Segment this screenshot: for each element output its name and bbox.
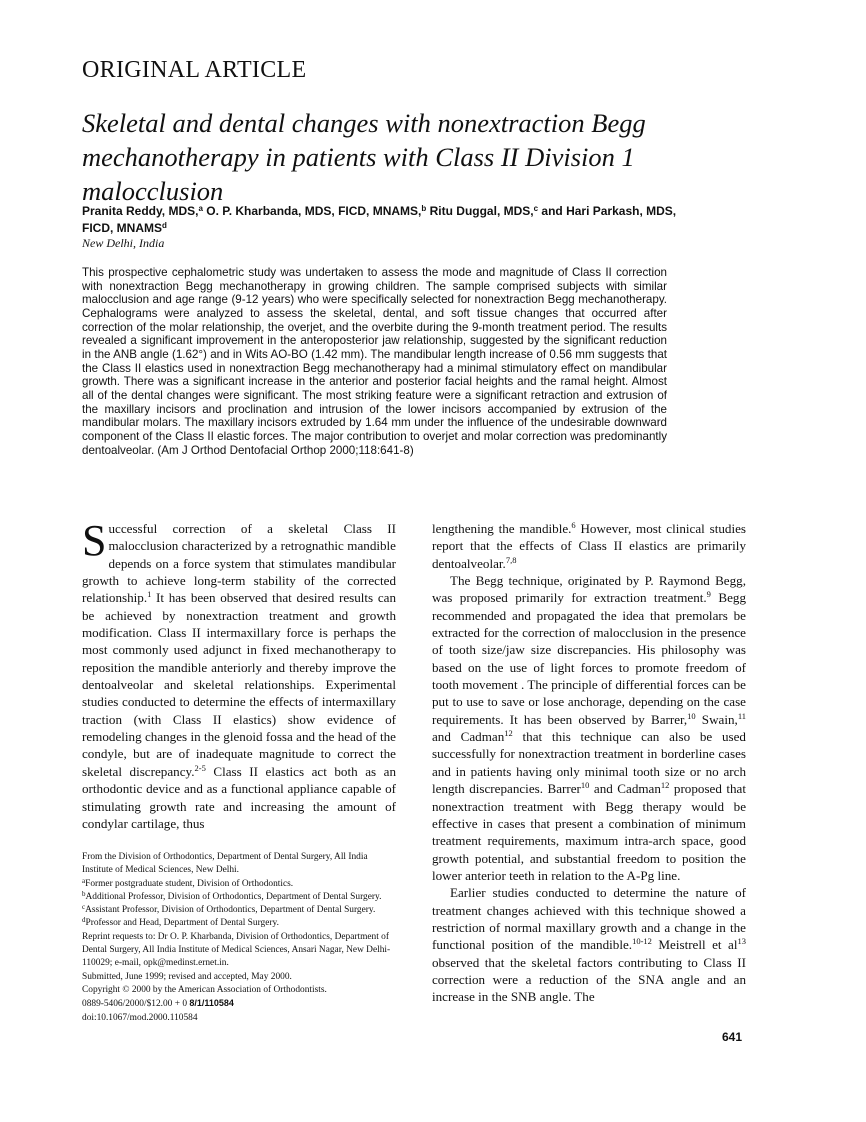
superscript-ref: c xyxy=(533,204,539,213)
superscript-ref: 12 xyxy=(504,728,513,739)
text-run: Reprint requests to: Dr O. P. Kharbanda, Division of Orthodontics, Department of Dental Surgery, All India Institute of Medical Sciences, Ansari Nagar, New Delhi-110029; e-mail, opk@medinst.ernet.in. xyxy=(82,931,391,969)
footnote-line xyxy=(82,1012,398,1025)
left-column-paragraphs xyxy=(82,516,397,832)
footnote-line xyxy=(82,931,398,971)
body-column-right xyxy=(432,520,746,1006)
superscript-ref: 9 xyxy=(706,589,711,600)
text-run: However, most clinical studies report that the effects of Class II elastics are primarily dentoalveolar. xyxy=(432,521,746,571)
text-run: Pranita Reddy, MDS, xyxy=(82,204,199,218)
text-run: Additional Professor, Division of Orthodontics, Department of Dental Surgery. xyxy=(85,891,382,902)
footnote-line xyxy=(82,997,398,1011)
text-run: Class II elastics act both as an orthodontic device and as a functional appliance capable of stimulating growth rate and increasing the amount of condylar cartilage, thus xyxy=(82,763,397,831)
text-run: proposed that nonextraction treatment with Begg therapy would be effective in cases that present a combination of minimum treatment requirements, maximum intra-arch space, good growth potential, and substantial freedom to position the lower anterior teeth in relation to the A-Pg line. xyxy=(432,781,747,883)
superscript-ref: 6 xyxy=(571,520,576,530)
text-run: Assistant Professor, Division of Orthodontics, Department of Dental Surgery. xyxy=(85,905,376,916)
body-column-left xyxy=(82,516,397,832)
footnote-line xyxy=(82,917,398,930)
superscript-ref: 12 xyxy=(660,780,670,791)
text-run: Ritu Duggal, MDS, xyxy=(426,204,534,218)
superscript-ref: a xyxy=(198,204,203,213)
bold-text: 8/1/110584 xyxy=(189,998,234,1009)
footnote-line xyxy=(82,904,398,917)
text-run: Submitted, June 1999; revised and accepted, May 2000. xyxy=(82,971,292,982)
text-run: Former postgraduate student, Division of Orthodontics. xyxy=(85,878,294,889)
superscript-ref: 10 xyxy=(687,710,696,721)
text-run: Meistrell et al xyxy=(651,937,738,953)
footnote-line xyxy=(82,878,398,891)
section-label: ORIGINAL ARTICLE xyxy=(82,57,307,83)
superscript-ref: 11 xyxy=(737,710,747,721)
text-run: 0889-5406/2000/$12.00 + 0 xyxy=(82,999,190,1010)
text-run: lengthening the mandible. xyxy=(432,521,572,536)
text-run: and Cadman xyxy=(432,729,505,745)
text-run: Begg recommended and propagated the idea that premolars be extracted for the correction of malocclusion in the presence of tooth size/jaw size discrepancies. His philosophy was based on the use of light forces to promote freedom of tooth movement . The principle of differential forces can be put to use to save or lose anchorage, depending on the case requirements. It has been observed by Barrer, xyxy=(432,590,746,727)
page-number: 641 xyxy=(722,1030,743,1044)
text-run: Earlier studies conducted to determine the nature of treatment changes achieved with this technique showed a restriction of normal maxillary growth and a change in the functional position of the mandible. xyxy=(432,885,746,953)
text-run: doi:10.1067/mod.2000.110584 xyxy=(82,1012,198,1023)
abstract: This prospective cephalometric study was undertaken to assess the mode and magnitude of Class II correction with nonextraction Begg mechanotherapy in growing children. The sample comprised subjects with similar malocclusion and age range (9-12 years) who were specifically selected for nonextraction Begg mechanotherapy. Cephalograms were analyzed to assess the skeletal, dental, and soft tissue changes that occurred after correction of the molar relationship, the overjet, and the overbite during the 9-month treatment period. The results revealed a significant improvement in the anteroposterior jaw relationship, suggested by the significant reduction in the ANB angle (1.62°) and in Wits AO-BO (1.42 mm). The mandibular length increase of 0.56 mm suggests that the Class II elastics used in nonextraction Begg mechanotherapy had a minimal stimulatory effect on mandibular growth. There was a significant increase in the anterior and posterior facial heights and the ramal height. Almost all of the dental changes were significant. The most striking feature were a significant retraction and extrusion of the maxillary incisors and proclination and intrusion of the lower incisors accompanied by extrusion of the mandibular molars. The maxillary incisors extruded by 1.64 mm under the influence of the undesirable downward component of the Class II elastic forces. The major contribution to overjet and molar correction was predominantly dentoalveolar. (Am J Orthod Dentofacial Orthop 2000;118:641-8) xyxy=(82,266,667,457)
footnote-line xyxy=(82,851,398,878)
text-run: It has been observed that desired results can be achieved by nonextraction treatment and growth modification. Class II intermaxillary force is perhaps the most commonly used adjunct in fixed mechanotherapy to reposition the mandible anteriorly and thereby improve the dentoalveolar and skeletal relationships. Experimental studies conducted to determine the effects of intermaxillary traction (with Class II elastics) show evidence of remodeling changes in the glenoid fossa and the head of the condyle, but are of inadequate magnitude to correct the skeletal discrepancy. xyxy=(82,590,396,779)
text-run: that this technique can also be used successfully for nonextraction treatment in borderline cases and in patients having only minimal tooth size or no arch length discrepancies. Barrer xyxy=(432,729,746,797)
body-paragraph xyxy=(432,572,746,884)
body-paragraph xyxy=(82,516,397,832)
article-title: Skeletal and dental changes with nonextraction Begg mechanotherapy in patients with Class II Division 1 malocclusion xyxy=(82,108,646,206)
drop-cap: S xyxy=(82,516,107,565)
superscript-ref: 7,8 xyxy=(505,554,517,565)
text-run: uccessful correction of a skeletal Class II malocclusion characterized by a retrognathic mandible depends on a force system that stimulates mandibular growth to achieve long-term stability of the corrected relationship. xyxy=(82,521,396,606)
author-list xyxy=(82,203,682,236)
footnotes xyxy=(82,851,398,1025)
superscript-ref: 10 xyxy=(580,780,590,791)
footnote-line xyxy=(82,971,398,984)
body-paragraph xyxy=(432,520,746,572)
text-run: and Hari Parkash, MDS, FICD, MNAMS xyxy=(82,204,677,235)
superscript-ref: c xyxy=(82,903,86,912)
text-run: Copyright © 2000 by the American Association of Orthodontists. xyxy=(82,984,327,995)
superscript-ref: 1 xyxy=(147,589,152,600)
superscript-ref: 13 xyxy=(737,936,746,947)
superscript-ref: d xyxy=(82,916,86,925)
text-run: From the Division of Orthodontics, Department of Dental Surgery, All India Institute of Medical Sciences, New Delhi. xyxy=(82,852,368,876)
superscript-ref: a xyxy=(82,876,86,885)
superscript-ref: 2-5 xyxy=(194,762,206,773)
footnote-line xyxy=(82,984,398,997)
body-paragraph xyxy=(432,884,746,1005)
text-run: Swain, xyxy=(695,711,738,727)
text-run: Professor and Head, Department of Dental Surgery. xyxy=(85,918,279,929)
right-column-paragraphs xyxy=(432,520,746,1006)
author-location: New Delhi, India xyxy=(82,236,165,250)
text-run: The Begg technique, originated by P. Raymond Begg, was proposed primarily for extraction treatment. xyxy=(432,573,746,606)
footnote-line xyxy=(82,891,398,904)
superscript-ref: d xyxy=(162,220,167,230)
superscript-ref: b xyxy=(82,889,86,898)
text-run: O. P. Kharbanda, MDS, FICD, MNAMS, xyxy=(202,204,422,218)
superscript-ref: 10-12 xyxy=(632,936,652,947)
text-run: observed that the skeletal factors contributing to Class II correction were a reduction of the SNA angle and an increase in the SNB angle. The xyxy=(432,954,746,1005)
superscript-ref: b xyxy=(421,204,427,213)
text-run: and Cadman xyxy=(589,781,661,797)
